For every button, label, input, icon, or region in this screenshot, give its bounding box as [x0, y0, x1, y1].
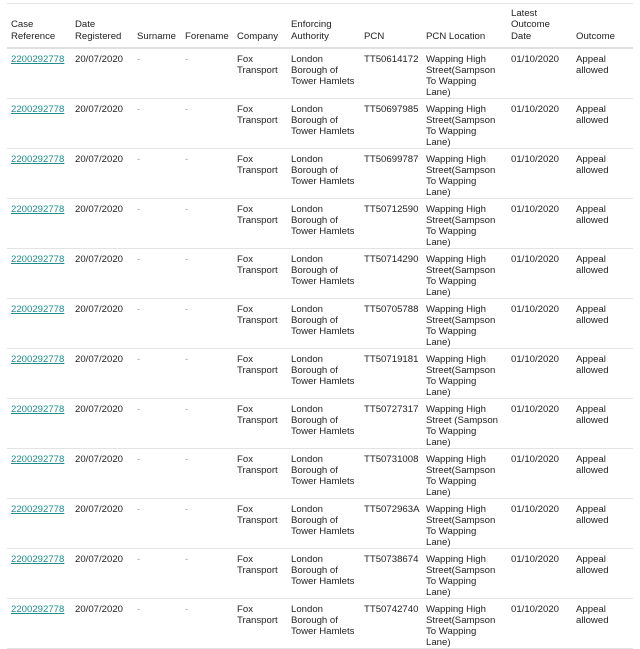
latest-outcome-date-cell: 01/10/2020 — [507, 499, 572, 549]
table-row — [7, 99, 633, 149]
enforcing-authority-cell: London Borough of Tower Hamlets — [287, 199, 360, 249]
enforcing-authority-cell: London Borough of Tower Hamlets — [287, 449, 360, 499]
forename-cell: - — [181, 449, 233, 499]
date-registered-cell: 20/07/2020 — [71, 399, 133, 449]
table-row — [7, 449, 633, 499]
case-reference-link[interactable]: 2200292778 — [11, 54, 65, 65]
date-registered-cell: 20/07/2020 — [71, 349, 133, 399]
surname-cell: - — [133, 599, 181, 649]
pcn-location-cell: Wapping High Street(Sampson To Wapping Lane) — [422, 599, 507, 649]
pcn-location-cell: Wapping High Street(Sampson To Wapping Lane) — [422, 349, 507, 399]
table-row — [7, 249, 633, 299]
enforcing-authority-cell: London Borough of Tower Hamlets — [287, 48, 360, 99]
outcome-cell: Appeal allowed — [572, 349, 633, 399]
pcn-cell: TT5072963A — [360, 499, 422, 549]
company-cell: Fox Transport — [233, 48, 287, 99]
surname-cell: - — [133, 549, 181, 599]
case-reference-cell — [7, 199, 71, 249]
latest-outcome-date-cell: 01/10/2020 — [507, 349, 572, 399]
forename-cell: - — [181, 249, 233, 299]
latest-outcome-date-cell: 01/10/2020 — [507, 599, 572, 649]
table-row — [7, 299, 633, 349]
date-registered-cell: 20/07/2020 — [71, 99, 133, 149]
company-cell: Fox Transport — [233, 599, 287, 649]
case-reference-cell — [7, 549, 71, 599]
case-reference-link[interactable]: 2200292778 — [11, 554, 65, 565]
enforcing-authority-cell: London Borough of Tower Hamlets — [287, 99, 360, 149]
latest-outcome-date-cell: 01/10/2020 — [507, 399, 572, 449]
pcn-cell: TT50738674 — [360, 549, 422, 599]
pcn-location-cell: Wapping High Street(Sampson To Wapping Lane) — [422, 299, 507, 349]
enforcing-authority-cell: London Borough of Tower Hamlets — [287, 549, 360, 599]
pcn-location-cell: Wapping High Street(Sampson To Wapping Lane) — [422, 549, 507, 599]
table-row — [7, 149, 633, 199]
pcn-cell: TT50714290 — [360, 249, 422, 299]
case-reference-cell — [7, 349, 71, 399]
enforcing-authority-cell: London Borough of Tower Hamlets — [287, 299, 360, 349]
company-cell: Fox Transport — [233, 199, 287, 249]
surname-cell: - — [133, 349, 181, 399]
table-row — [7, 199, 633, 249]
case-reference-link[interactable]: 2200292778 — [11, 454, 65, 465]
pcn-cell: TT50697985 — [360, 99, 422, 149]
case-reference-cell — [7, 149, 71, 199]
enforcing-authority-cell: London Borough of Tower Hamlets — [287, 349, 360, 399]
enforcing-authority-cell: London Borough of Tower Hamlets — [287, 249, 360, 299]
column-header: Case Reference — [7, 4, 71, 49]
surname-cell: - — [133, 399, 181, 449]
pcn-location-cell: Wapping High Street(Sampson To Wapping Lane) — [422, 48, 507, 99]
latest-outcome-date-cell: 01/10/2020 — [507, 449, 572, 499]
surname-cell: - — [133, 199, 181, 249]
case-reference-link[interactable]: 2200292778 — [11, 154, 65, 165]
column-header: Company — [233, 4, 287, 49]
case-reference-cell — [7, 249, 71, 299]
table-row — [7, 599, 633, 649]
outcome-cell: Appeal allowed — [572, 99, 633, 149]
forename-cell: - — [181, 349, 233, 399]
enforcing-authority-cell: London Borough of Tower Hamlets — [287, 499, 360, 549]
case-reference-cell — [7, 599, 71, 649]
outcome-cell: Appeal allowed — [572, 549, 633, 599]
date-registered-cell: 20/07/2020 — [71, 299, 133, 349]
forename-cell: - — [181, 299, 233, 349]
column-header: PCN — [360, 4, 422, 49]
case-reference-cell — [7, 299, 71, 349]
pcn-cell: TT50699787 — [360, 149, 422, 199]
surname-cell: - — [133, 99, 181, 149]
date-registered-cell: 20/07/2020 — [71, 48, 133, 99]
case-reference-cell — [7, 399, 71, 449]
outcome-cell: Appeal allowed — [572, 449, 633, 499]
pcn-location-cell: Wapping High Street(Sampson To Wapping Lane) — [422, 249, 507, 299]
case-reference-link[interactable]: 2200292778 — [11, 504, 65, 515]
column-header: Enforcing Authority — [287, 4, 360, 49]
surname-cell: - — [133, 449, 181, 499]
outcome-cell: Appeal allowed — [572, 199, 633, 249]
company-cell: Fox Transport — [233, 399, 287, 449]
date-registered-cell: 20/07/2020 — [71, 449, 133, 499]
forename-cell: - — [181, 99, 233, 149]
latest-outcome-date-cell: 01/10/2020 — [507, 299, 572, 349]
forename-cell: - — [181, 549, 233, 599]
outcome-cell: Appeal allowed — [572, 299, 633, 349]
surname-cell: - — [133, 299, 181, 349]
column-header: Surname — [133, 4, 181, 49]
case-reference-cell — [7, 48, 71, 99]
company-cell: Fox Transport — [233, 349, 287, 399]
case-reference-link[interactable]: 2200292778 — [11, 404, 65, 415]
pcn-cell: TT50742740 — [360, 599, 422, 649]
latest-outcome-date-cell: 01/10/2020 — [507, 549, 572, 599]
forename-cell: - — [181, 399, 233, 449]
table-row — [7, 48, 633, 99]
column-header: Forename — [181, 4, 233, 49]
pcn-cell: TT50705788 — [360, 299, 422, 349]
case-reference-cell — [7, 99, 71, 149]
forename-cell: - — [181, 199, 233, 249]
pcn-location-cell: Wapping High Street(Sampson To Wapping Lane) — [422, 99, 507, 149]
surname-cell: - — [133, 249, 181, 299]
outcome-cell: Appeal allowed — [572, 249, 633, 299]
enforcing-authority-cell: London Borough of Tower Hamlets — [287, 399, 360, 449]
date-registered-cell: 20/07/2020 — [71, 599, 133, 649]
column-header: Latest Outcome Date — [507, 4, 572, 49]
date-registered-cell: 20/07/2020 — [71, 549, 133, 599]
pcn-cell: TT50614172 — [360, 48, 422, 99]
latest-outcome-date-cell: 01/10/2020 — [507, 199, 572, 249]
company-cell: Fox Transport — [233, 249, 287, 299]
case-reference-link[interactable]: 2200292778 — [11, 304, 65, 315]
latest-outcome-date-cell: 01/10/2020 — [507, 149, 572, 199]
outcome-cell: Appeal allowed — [572, 399, 633, 449]
case-reference-link[interactable]: 2200292778 — [11, 104, 65, 115]
forename-cell: - — [181, 149, 233, 199]
company-cell: Fox Transport — [233, 499, 287, 549]
cases-table — [7, 3, 633, 649]
table-row — [7, 399, 633, 449]
pcn-location-cell: Wapping High Street(Sampson To Wapping Lane) — [422, 499, 507, 549]
surname-cell: - — [133, 149, 181, 199]
case-reference-link[interactable]: 2200292778 — [11, 354, 65, 365]
column-header: Date Registered — [71, 4, 133, 49]
column-header: PCN Location — [422, 4, 507, 49]
company-cell: Fox Transport — [233, 449, 287, 499]
table-row — [7, 549, 633, 599]
header-row — [7, 4, 633, 49]
case-reference-cell — [7, 499, 71, 549]
surname-cell: - — [133, 499, 181, 549]
case-reference-link[interactable]: 2200292778 — [11, 604, 65, 615]
latest-outcome-date-cell: 01/10/2020 — [507, 48, 572, 99]
enforcing-authority-cell: London Borough of Tower Hamlets — [287, 599, 360, 649]
case-reference-link[interactable]: 2200292778 — [11, 204, 65, 215]
table-row — [7, 349, 633, 399]
enforcing-authority-cell: London Borough of Tower Hamlets — [287, 149, 360, 199]
column-header: Outcome — [572, 4, 633, 49]
company-cell: Fox Transport — [233, 299, 287, 349]
table-body — [7, 48, 633, 649]
pcn-cell: TT50727317 — [360, 399, 422, 449]
outcome-cell: Appeal allowed — [572, 149, 633, 199]
outcome-cell: Appeal allowed — [572, 599, 633, 649]
company-cell: Fox Transport — [233, 549, 287, 599]
pcn-cell: TT50712590 — [360, 199, 422, 249]
pcn-location-cell: Wapping High Street(Sampson To Wapping Lane) — [422, 149, 507, 199]
pcn-location-cell: Wapping High Street(Sampson To Wapping Lane) — [422, 449, 507, 499]
table-row — [7, 499, 633, 549]
outcome-cell: Appeal allowed — [572, 48, 633, 99]
forename-cell: - — [181, 48, 233, 99]
company-cell: Fox Transport — [233, 99, 287, 149]
surname-cell: - — [133, 48, 181, 99]
latest-outcome-date-cell: 01/10/2020 — [507, 99, 572, 149]
case-reference-link[interactable]: 2200292778 — [11, 254, 65, 265]
date-registered-cell: 20/07/2020 — [71, 149, 133, 199]
date-registered-cell: 20/07/2020 — [71, 199, 133, 249]
case-reference-cell — [7, 449, 71, 499]
company-cell: Fox Transport — [233, 149, 287, 199]
forename-cell: - — [181, 599, 233, 649]
pcn-cell: TT50719181 — [360, 349, 422, 399]
forename-cell: - — [181, 499, 233, 549]
latest-outcome-date-cell: 01/10/2020 — [507, 249, 572, 299]
pcn-location-cell: Wapping High Street(Sampson To Wapping Lane) — [422, 199, 507, 249]
pcn-location-cell: Wapping High Street (Sampson To Wapping Lane) — [422, 399, 507, 449]
date-registered-cell: 20/07/2020 — [71, 499, 133, 549]
date-registered-cell: 20/07/2020 — [71, 249, 133, 299]
pcn-cell: TT50731008 — [360, 449, 422, 499]
outcome-cell: Appeal allowed — [572, 499, 633, 549]
